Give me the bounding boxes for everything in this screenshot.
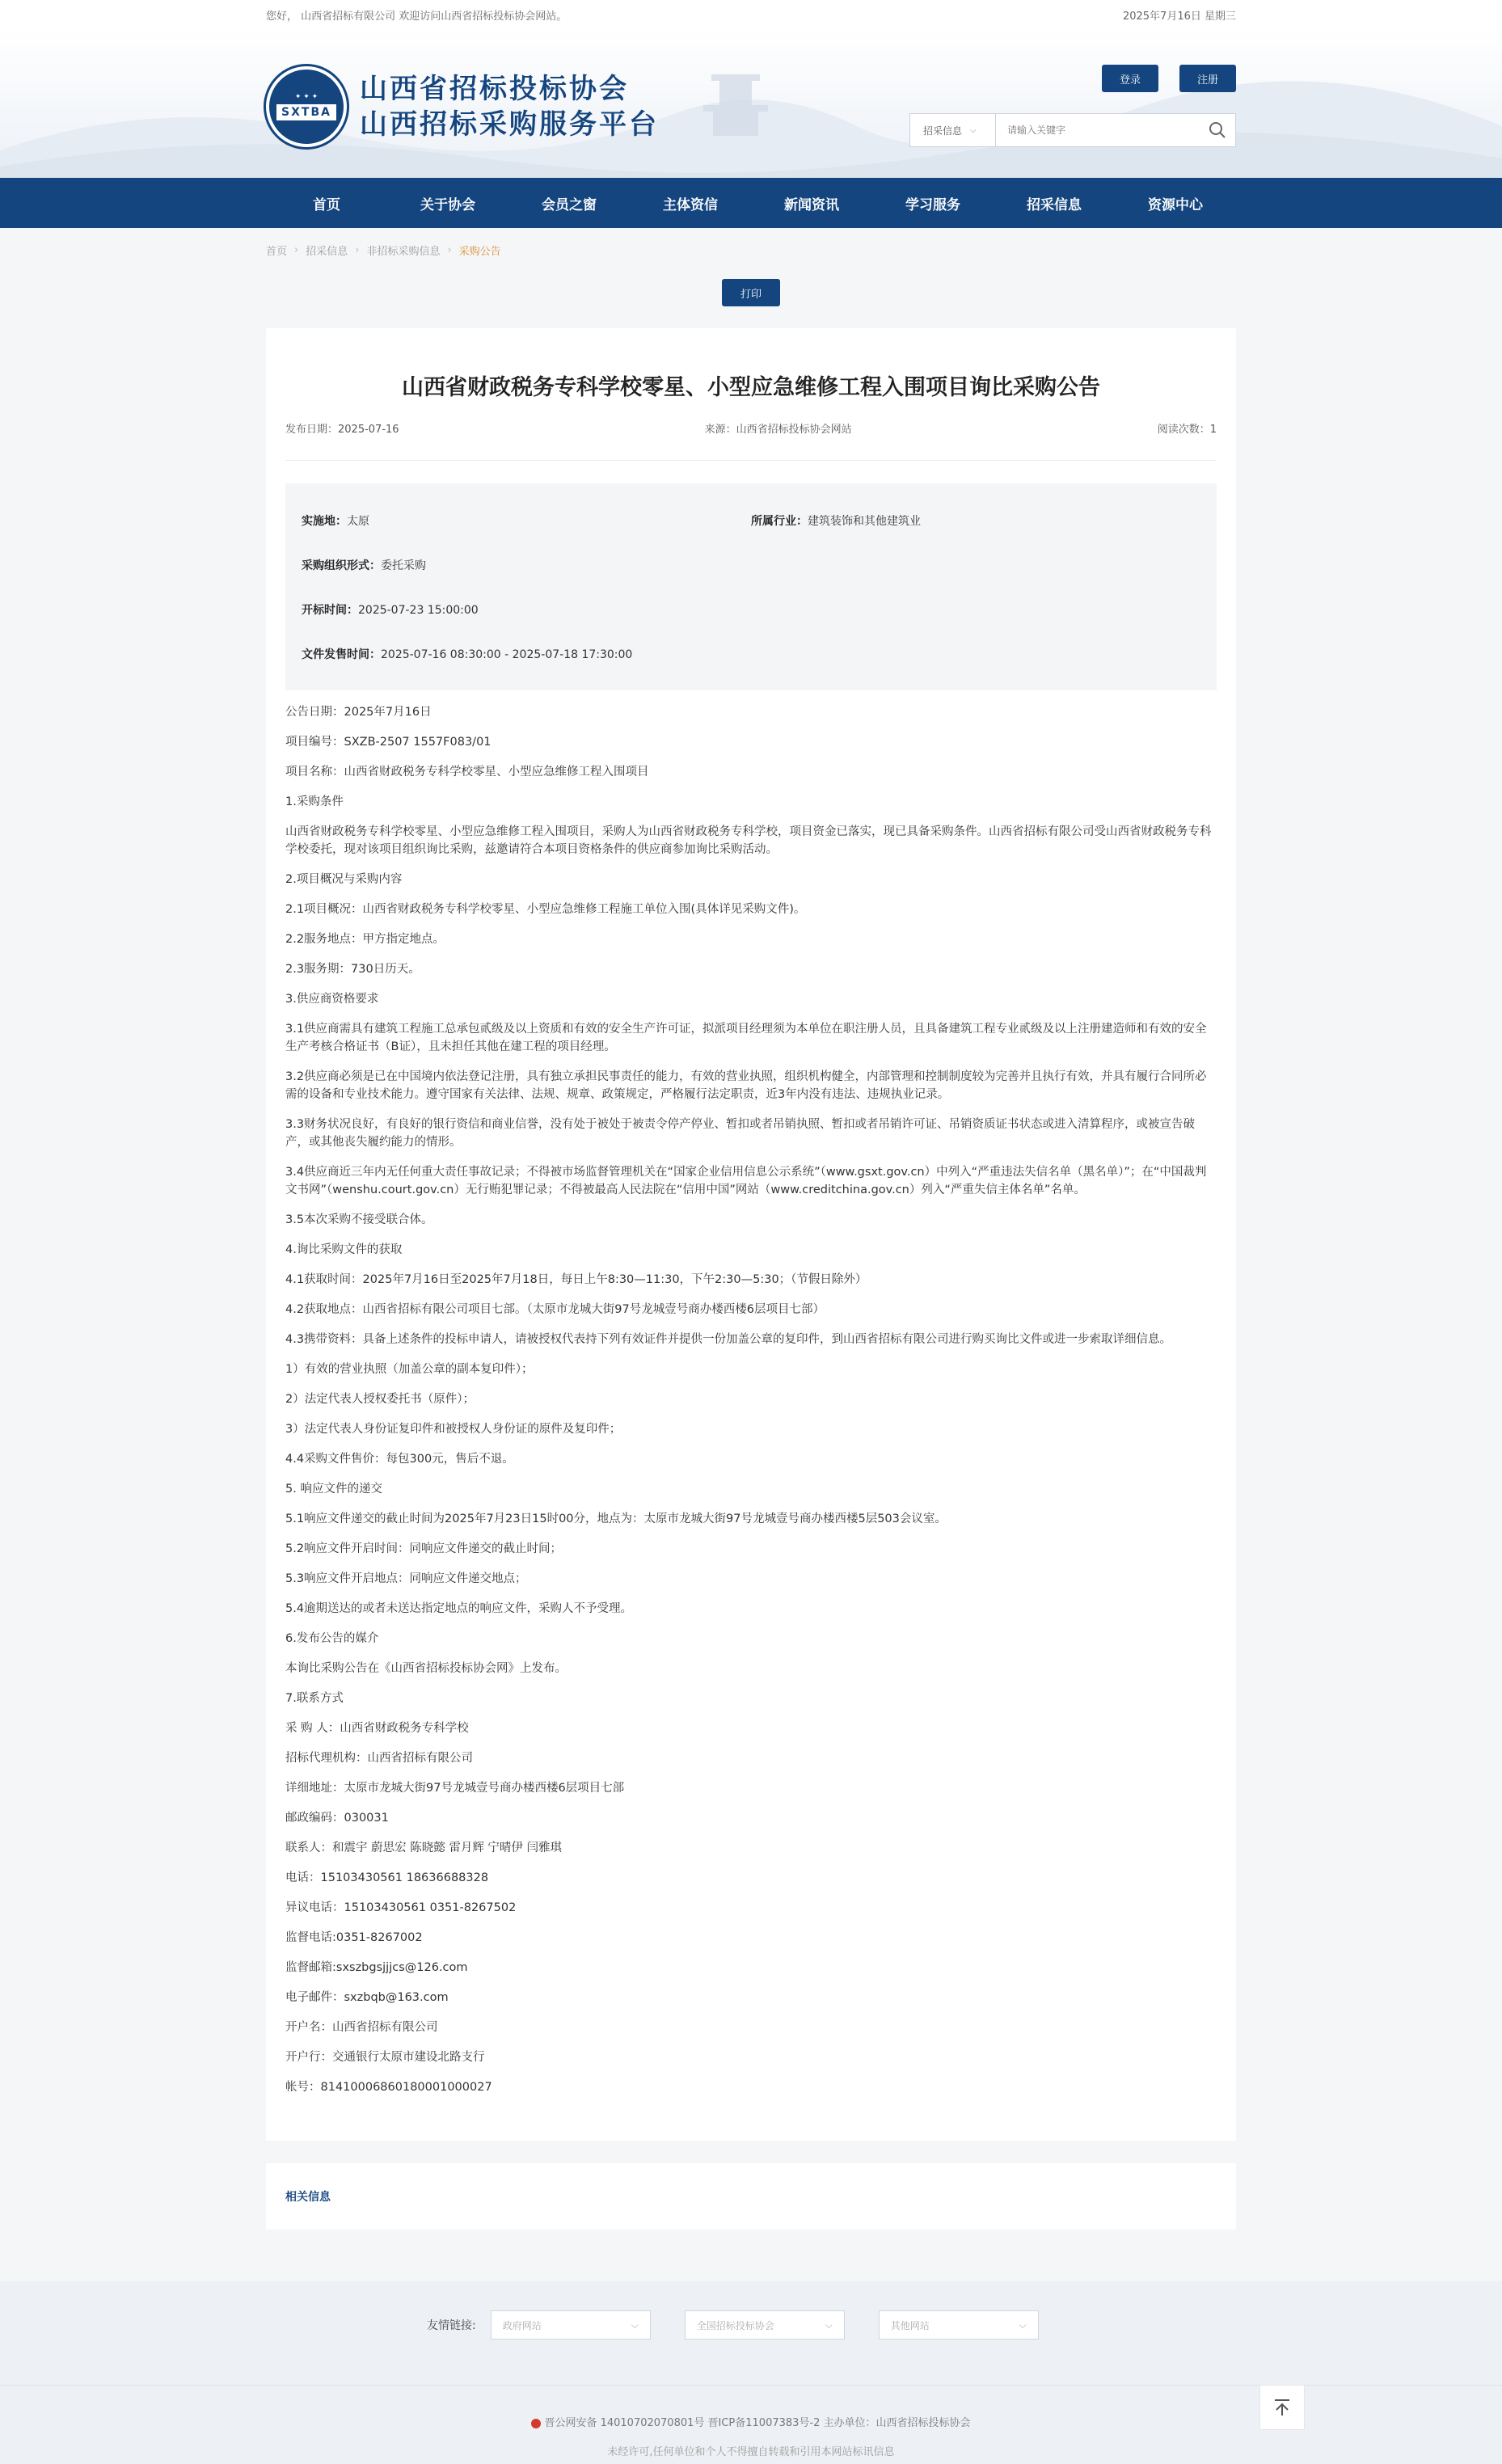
dropdown-label: 政府网站: [502, 2319, 542, 2331]
article-paragraph: 电话：15103430561 18636688328: [285, 1871, 489, 1884]
article-paragraph: 3.3财务状况良好，有良好的银行资信和商业信誉，没有处于被处于被责令停产停业、暂扣或者吊销执照、暂扣或者吊销许可证、吊销资质证书状态或进入清算程序，或被宣告破产，或其他丧失履约能力的情形。: [285, 1118, 1196, 1149]
related-info-title: 相关信息: [285, 2191, 331, 2204]
article-paragraph: 1.采购条件: [285, 795, 344, 808]
publish-date: 发布日期：2025-07-16: [285, 424, 399, 436]
place-value: 太原: [347, 514, 369, 528]
open-time-label: 开标时间：: [302, 603, 358, 617]
search-box: [909, 113, 1236, 147]
login-button[interactable]: 登录: [1102, 65, 1158, 92]
article-paragraph: 电子邮件：sxzbqb@163.com: [285, 1991, 449, 2004]
breadcrumb: [266, 228, 1236, 272]
register-button[interactable]: 注册: [1179, 65, 1236, 92]
chevron-right-icon: ›: [355, 243, 360, 256]
doc-sale-label: 文件发售时间：: [302, 648, 381, 661]
article-paragraph: 开户行：交通银行太原市建设北路支行: [285, 2051, 485, 2064]
article: [266, 328, 1236, 2141]
back-to-top-button[interactable]: [1259, 2385, 1305, 2430]
article-paragraph: 招标代理机构：山西省招标有限公司: [285, 1752, 473, 1765]
site-header: [0, 29, 1502, 178]
article-paragraph: 监督邮箱:sxszbgsjjjcs@126.com: [285, 1961, 468, 1974]
seal-ring-text: ✦ ✦ ✦: [294, 93, 319, 101]
article-paragraph: 3.供应商资格要求: [285, 993, 379, 1006]
chevron-right-icon: ›: [294, 243, 299, 256]
arrow-up-icon: [1272, 2397, 1293, 2418]
article-paragraph: 5.1响应文件递交的截止时间为2025年7月23日15时00分，地点为：太原市龙城大街97号龙城壹号商办楼西楼5层503会议室。: [285, 1513, 947, 1525]
org-form-value: 委托采购: [381, 559, 426, 572]
copyright-text: 晋公网安备 14010702070801号 晋ICP备11007383号-2 主办单位：山西省招标投标协会: [544, 2417, 971, 2429]
article-paragraph: 2.项目概况与采购内容: [285, 873, 403, 886]
friendly-links-label: 友情链接:: [427, 2319, 476, 2332]
article-paragraph: 2.2服务地点：甲方指定地点。: [285, 933, 445, 946]
article-paragraph: 5.3响应文件开启地点：同响应文件递交地点；: [285, 1572, 527, 1585]
nav-members[interactable]: 会员之窗: [542, 196, 597, 213]
article-paragraph: 监督电话:0351-8267002: [285, 1931, 423, 1944]
main-nav: [0, 178, 1502, 228]
industry-value: 建筑装饰和其他建筑业: [808, 514, 921, 528]
current-date: 2025年7月16日 星期三: [1122, 10, 1236, 23]
breadcrumb-home[interactable]: 首页: [266, 245, 288, 258]
article-paragraph: 异议电话：15103430561 0351-8267502: [285, 1901, 517, 1914]
nav-resources[interactable]: 资源中心: [1148, 196, 1203, 213]
article-paragraph: 4.4采购文件售价：每包300元，售后不退。: [285, 1453, 514, 1466]
links-dropdown-national[interactable]: [685, 2310, 845, 2340]
association-seal-logo: [266, 66, 347, 147]
article-paragraph: 详细地址：太原市龙城大街97号龙城壹号商办楼西楼6层项目七部: [285, 1782, 625, 1795]
links-dropdown-government[interactable]: [491, 2310, 651, 2340]
search-icon: [1209, 121, 1226, 139]
article-paragraph: 公告日期：2025年7月16日: [285, 706, 432, 719]
related-info: [266, 2163, 1236, 2230]
article-paragraph: 2）法定代表人授权委托书（原件）；: [285, 1393, 475, 1406]
article-paragraph: 3.5本次采购不接受联合体。: [285, 1213, 433, 1226]
police-badge-icon: [531, 2419, 541, 2428]
article-paragraph: 3.1供应商需具有建筑工程施工总承包贰级及以上资质和有效的安全生产许可证，拟派项目经理须为本单位在职注册人员，且具备建筑工程专业贰级及以上注册建造师和有效的安全生产考核合格证书（B证），且未担任其他在建工程的项目经理。: [285, 1023, 1207, 1053]
site-name-secondary: 山西招标采购服务平台: [360, 108, 659, 141]
article-paragraph: 4.1获取时间：2025年7月16日至2025年7月18日，每日上午8:30—11:30，下午2:30—5:30；（节假日除外）: [285, 1273, 867, 1286]
view-count: 阅读次数：1: [1157, 424, 1217, 436]
search-category-label: 招采信息: [923, 124, 963, 137]
article-paragraph: 采 购 人：山西省财政税务专科学校: [285, 1722, 469, 1735]
nav-about[interactable]: 关于协会: [420, 196, 475, 213]
footer: [0, 2281, 1502, 2464]
nav-credit[interactable]: 主体资信: [663, 196, 718, 213]
article-paragraph: 6.发布公告的媒介: [285, 1632, 379, 1645]
article-body: [285, 703, 1217, 2096]
article-paragraph: 山西省财政税务专科学校零星、小型应急维修工程入围项目，采购人为山西省财政税务专科学校，项目资金已落实，现已具备采购条件。山西省招标有限公司受山西省财政税务专科学校委托，现对该项目组织询比采购，兹邀请符合本项目资格条件的供应商参加询比采购活动。: [285, 825, 1212, 856]
chevron-down-icon: ⌵: [970, 125, 977, 135]
nav-learning[interactable]: 学习服务: [905, 196, 960, 213]
article-title: 山西省财政税务专科学校零星、小型应急维修工程入围项目询比采购公告: [402, 375, 1100, 400]
article-paragraph: 5. 响应文件的递交: [285, 1483, 382, 1496]
project-info-box: [285, 483, 1217, 690]
article-paragraph: 3.4供应商近三年内无任何重大责任事故记录；不得被市场监督管理机关在“国家企业信用信息公示系统”（www.gsxt.gov.cn）中列入“严重违法失信名单（黑名单）”；在“中国裁判文书网”（wenshu.court.gov.cn）无行贿犯罪记录；不得被最高人民法院在“信用中国”网站（www.creditchina.gov.cn）列入“严重失信主体名单”名单。: [285, 1166, 1207, 1196]
breadcrumb-current: 采购公告: [458, 245, 501, 258]
nav-home[interactable]: 首页: [313, 196, 340, 213]
article-paragraph: 3.2供应商必须是已在中国境内依法登记注册，具有独立承担民事责任的能力，有效的营业执照，组织机构健全，内部管理和控制制度较为完善并且执行有效，并具有履行合同所必需的设备和专业技术能力。遵守国家有关法律、法规、规章、政策规定，严格履行法定职责，近3年内没有违法、违规执业记录。: [285, 1070, 1207, 1101]
dropdown-label: 全国招标投标协会: [696, 2319, 774, 2331]
article-paragraph: 项目名称：山西省财政税务专科学校零星、小型应急维修工程入围项目: [285, 766, 649, 778]
article-paragraph: 4.询比采购文件的获取: [285, 1243, 403, 1256]
breadcrumb-non-tender[interactable]: 非招标采购信息: [366, 245, 441, 258]
industry-label: 所属行业：: [751, 514, 808, 528]
site-name-primary: 山西省招标投标协会: [360, 73, 629, 105]
footer-notice: 未经许可,任何单位和个人不得擅自转载和引用本网站标讯信息: [607, 2446, 895, 2458]
article-paragraph: 5.4逾期送达的或者未送达指定地点的响应文件，采购人不予受理。: [285, 1602, 633, 1615]
article-paragraph: 1）有效的营业执照（加盖公章的副本复印件）；: [285, 1363, 534, 1376]
nav-news[interactable]: 新闻资讯: [784, 196, 839, 213]
chevron-down-icon: ⌵: [1019, 2318, 1027, 2331]
chevron-right-icon: ›: [447, 243, 452, 256]
article-source: 来源：山西省招标投标协会网站: [704, 424, 852, 436]
article-paragraph: 项目编号：SXZB-2507 1557F083/01: [285, 736, 492, 749]
article-paragraph: 邮政编码：030031: [285, 1812, 389, 1825]
top-strip: [0, 0, 1502, 29]
article-paragraph: 帐号：81410006860180001000027: [285, 2081, 492, 2094]
article-meta: [285, 420, 1217, 461]
site-logo[interactable]: [266, 66, 659, 147]
chevron-down-icon: ⌵: [825, 2318, 833, 2331]
chevron-down-icon: ⌵: [631, 2318, 639, 2331]
welcome-text: 您好， 山西省招标有限公司 欢迎访问山西省招标投标协会网站。: [266, 10, 567, 23]
dropdown-label: 其他网站: [890, 2319, 930, 2331]
article-paragraph: 3）法定代表人身份证复印件和被授权人身份证的原件及复印件；: [285, 1423, 622, 1436]
doc-sale-value: 2025-07-16 08:30:00 - 2025-07-18 17:30:00: [381, 648, 633, 661]
search-button[interactable]: [1200, 114, 1235, 146]
seal-abbreviation: SXTBA: [276, 104, 336, 120]
print-button[interactable]: 打印: [722, 279, 780, 306]
article-paragraph: 本询比采购公告在《山西省招标投标协会网》上发布。: [285, 1662, 567, 1675]
place-label: 实施地：: [302, 514, 347, 528]
article-paragraph: 联系人：和震宇 蔚思宏 陈晓懿 雷月辉 宁晴伊 闫雅琪: [285, 1842, 563, 1854]
article-paragraph: 5.2响应文件开启时间：同响应文件递交的截止时间；: [285, 1542, 563, 1555]
article-paragraph: 开户名：山西省招标有限公司: [285, 2021, 438, 2034]
article-paragraph: 7.联系方式: [285, 1692, 344, 1705]
article-paragraph: 4.2获取地点：山西省招标有限公司项目七部。（太原市龙城大街97号龙城壹号商办楼西楼6层项目七部）: [285, 1303, 825, 1316]
friendly-links: [427, 2310, 1039, 2340]
search-category-select[interactable]: [910, 114, 996, 146]
open-time-value: 2025-07-23 15:00:00: [358, 603, 479, 617]
org-form-label: 采购组织形式：: [302, 559, 381, 572]
links-dropdown-other[interactable]: [879, 2310, 1039, 2340]
article-paragraph: 2.1项目概况：山西省财政税务专科学校零星、小型应急维修工程施工单位入围(具体详见采购文件)。: [285, 903, 806, 916]
nav-procurement[interactable]: 招采信息: [1027, 196, 1082, 213]
article-paragraph: 2.3服务期：730日历天。: [285, 963, 420, 976]
breadcrumb-procurement[interactable]: 招采信息: [306, 245, 348, 258]
search-input[interactable]: [996, 124, 1200, 136]
article-paragraph: 4.3携带资料：具备上述条件的投标申请人，请被授权代表持下列有效证件并提供一份加盖公章的复印件，到山西省招标有限公司进行购买询比文件或进一步索取详细信息。: [285, 1333, 1172, 1346]
